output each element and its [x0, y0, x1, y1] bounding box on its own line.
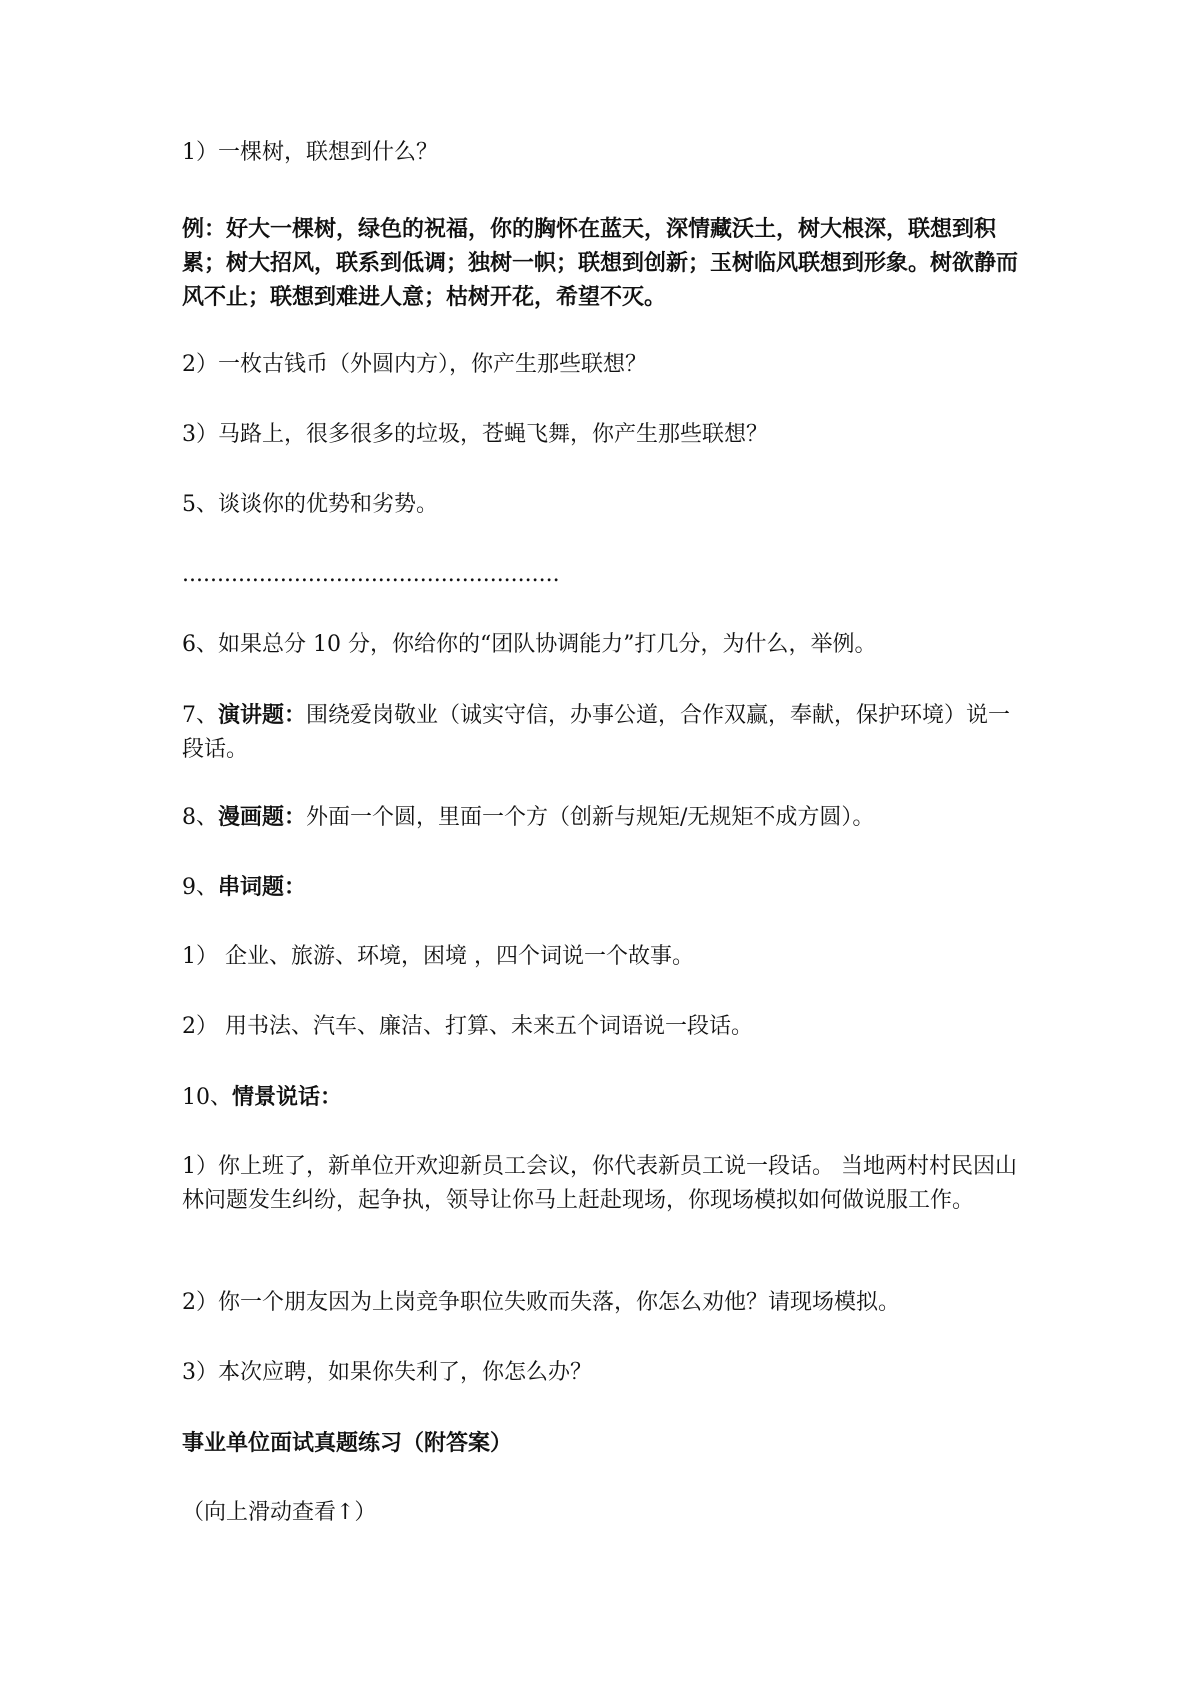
question-10: [182, 1080, 1022, 1115]
question-10-sub-1: 1）你上班了，新单位开欢迎新员工会议，你代表新员工说一段话。 当地两村村民因山林问题发生纠纷，起争执，领导让你马上赶赴现场，你现场模拟如何做说服工作。: [182, 1154, 1017, 1213]
scroll-hint: （向上滑动查看↑）: [182, 1500, 377, 1525]
dotted-separator: ......................................................: [182, 562, 560, 587]
question-1-sub-2: 2）一枚古钱币（外圆内方），你产生那些联想？: [182, 352, 647, 377]
question-1-sub-3: 3）马路上，很多很多的垃圾，苍蝇飞舞，你产生那些联想？: [182, 422, 768, 447]
question-8-number: 8、: [182, 805, 218, 830]
question-9-label: 串词题：: [218, 874, 307, 900]
question-8: [182, 800, 1022, 835]
question-9-number: 9、: [182, 875, 218, 900]
question-9-sub-1: 1） 企业、旅游、环境，困境 ，四个词说一个故事。: [182, 944, 694, 969]
section-title: 事业单位面试真题练习（附答案）: [182, 1430, 513, 1456]
question-9-sub-2: 2） 用书法、汽车、廉洁、打算、未来五个词语说一段话。: [182, 1014, 753, 1039]
question-8-text: 外面一个圆，里面一个方（创新与规矩/无规矩不成方圆）。: [306, 805, 875, 830]
question-9: [182, 870, 1022, 905]
question-8-label: 漫画题：: [218, 804, 307, 830]
question-7-number: 7、: [182, 703, 218, 728]
question-7: [182, 698, 1022, 767]
question-1-example: 例：好大一棵树，绿色的祝福，你的胸怀在蓝天，深情藏沃土，树大根深，联想到积累；树大招风，联系到低调；独树一帜；联想到创新；玉树临风联想到形象。树欲静而风不止；联想到难进人意；枯树开花，希望不灭。: [182, 216, 1019, 310]
question-10-label: 情景说话：: [232, 1084, 343, 1110]
question-5: 5、谈谈你的优势和劣势。: [182, 492, 438, 517]
question-1-sub-1: 1）一棵树，联想到什么？: [182, 140, 438, 165]
question-10-sub-3: 3）本次应聘，如果你失利了，你怎么办？: [182, 1360, 592, 1385]
question-7-text: 围绕爱岗敬业（诚实守信，办事公道，合作双赢，奉献，保护环境）说一段话。: [182, 703, 1011, 762]
question-6: 6、如果总分 10 分，你给你的“团队协调能力”打几分，为什么，举例。: [182, 632, 877, 657]
question-7-label: 演讲题：: [218, 702, 307, 728]
question-10-sub-2: 2）你一个朋友因为上岗竞争职位失败而失落，你怎么劝他？请现场模拟。: [182, 1290, 900, 1315]
question-10-number: 10、: [182, 1085, 232, 1110]
